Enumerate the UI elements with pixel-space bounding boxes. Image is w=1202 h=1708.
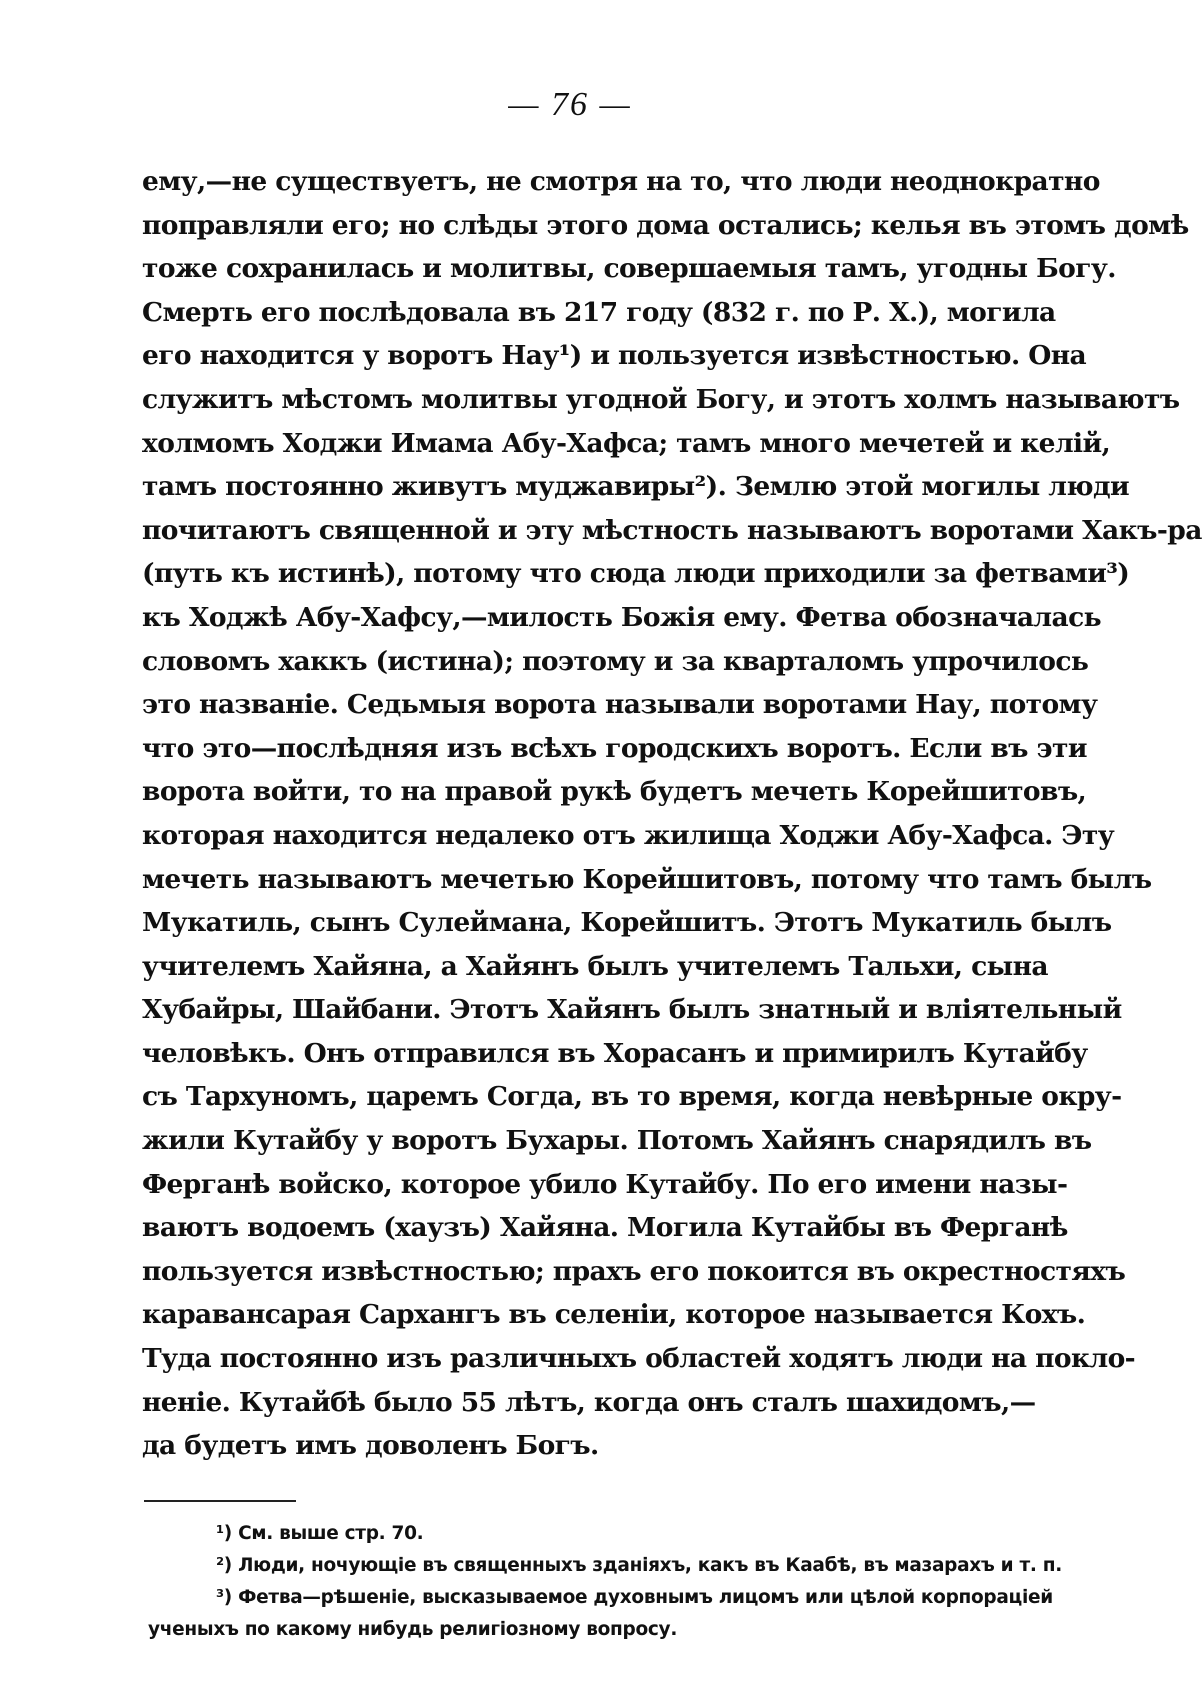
body-line: которая находится недалеко отъ жилища Ходжи Абу-Хафса. Эту xyxy=(142,819,1115,851)
footnote-2: ²) Люди, ночующіе въ священныхъ зданіяхъ, какъ въ Каабѣ, въ мазарахъ и т. п. xyxy=(216,1555,1062,1576)
body-line: ему,—не существуетъ, не смотря на то, что люди неоднократно xyxy=(142,166,1100,197)
body-line: тамъ постоянно живутъ муджавиры²). Землю этой могилы люди xyxy=(142,471,1130,503)
footnote-divider xyxy=(144,1500,296,1502)
body-line: ворота войти, то на правой рукѣ будетъ мечеть Корейшитовъ, xyxy=(142,776,1087,808)
body-line: мечеть называютъ мечетью Корейшитовъ, потому что тамъ былъ xyxy=(142,863,1152,895)
body-line: жили Кутайбу у воротъ Бухары. Потомъ Хайянъ снарядилъ въ xyxy=(142,1125,1092,1157)
body-line: къ Ходжѣ Абу-Хафсу,—милость Божія ему. Фетва обозначалась xyxy=(142,601,1102,633)
footnote-3: ³) Фетва—рѣшеніе, высказываемое духовнымъ лицомъ или цѣлой корпораціей xyxy=(216,1587,1053,1608)
body-line: Ферганѣ войско, которое убило Кутайбу. По его имени назы- xyxy=(142,1168,1068,1200)
body-line: холмомъ Ходжи Имама Абу-Хафса; тамъ много мечетей и келій, xyxy=(142,427,1111,459)
body-line: его находится у воротъ Нау¹) и пользуется извѣстностью. Она xyxy=(142,340,1087,372)
page-number: — 76 — xyxy=(508,86,632,123)
body-line: Туда постоянно изъ различныхъ областей ходятъ люди на покло- xyxy=(142,1343,1136,1375)
body-line: что это—послѣдняя изъ всѣхъ городскихъ воротъ. Если въ эти xyxy=(142,732,1087,764)
body-line: каравансарая Сархангъ въ селеніи, которое называется Кохъ. xyxy=(142,1299,1086,1331)
main-text xyxy=(142,160,1202,1468)
body-line: (путь къ истинѣ), потому что сюда люди приходили за фетвами³) xyxy=(142,558,1130,590)
body-line: словомъ хаккъ (истина); поэтому и за кварталомъ упрочилось xyxy=(142,645,1089,677)
footnotes xyxy=(148,1518,1062,1646)
body-line: ваютъ водоемъ (хаузъ) Хайяна. Могила Кутайбы въ Ферганѣ xyxy=(142,1212,1068,1244)
body-line: почитаютъ священной и эту мѣстность называютъ воротами Хакъ-ра xyxy=(142,514,1202,546)
body-line: человѣкъ. Онъ отправился въ Хорасанъ и примирилъ Кутайбу xyxy=(142,1037,1088,1069)
footnote-3-continued: ученыхъ по какому нибудь религіозному вопросу. xyxy=(148,1619,678,1640)
body-line: поправляли его; но слѣды этого дома остались; келья въ этомъ домѣ xyxy=(142,209,1189,241)
body-line: Смерть его послѣдовала въ 217 году (832 г. по Р. Х.), могила xyxy=(142,296,1056,328)
body-line: пользуется извѣстностью; прахъ его покоится въ окрестностяхъ xyxy=(142,1255,1126,1287)
footnote-1: ¹) См. выше стр. 70. xyxy=(216,1523,424,1544)
body-line: Мукатиль, сынъ Сулеймана, Корейшитъ. Этотъ Мукатиль былъ xyxy=(142,907,1112,939)
body-line: служитъ мѣстомъ молитвы угодной Богу, и этотъ холмъ называютъ xyxy=(142,383,1180,415)
body-line: тоже сохранилась и молитвы, совершаемыя тамъ, угодны Богу. xyxy=(142,253,1116,285)
body-line: съ Тархуномъ, царемъ Согда, въ то время, когда невѣрные окру- xyxy=(142,1081,1122,1113)
body-line: Хубайры, Шайбани. Этотъ Хайянъ былъ знатный и вліятельный xyxy=(142,994,1122,1026)
body-line: это названіе. Седьмыя ворота называли воротами Нау, потому xyxy=(142,689,1098,721)
body-line: неніе. Кутайбѣ было 55 лѣтъ, когда онъ сталъ шахидомъ,— xyxy=(142,1386,1036,1418)
body-line: учителемъ Хайяна, а Хайянъ былъ учителемъ Тальхи, сына xyxy=(142,950,1048,982)
body-line: да будетъ имъ доволенъ Богъ. xyxy=(142,1430,599,1462)
